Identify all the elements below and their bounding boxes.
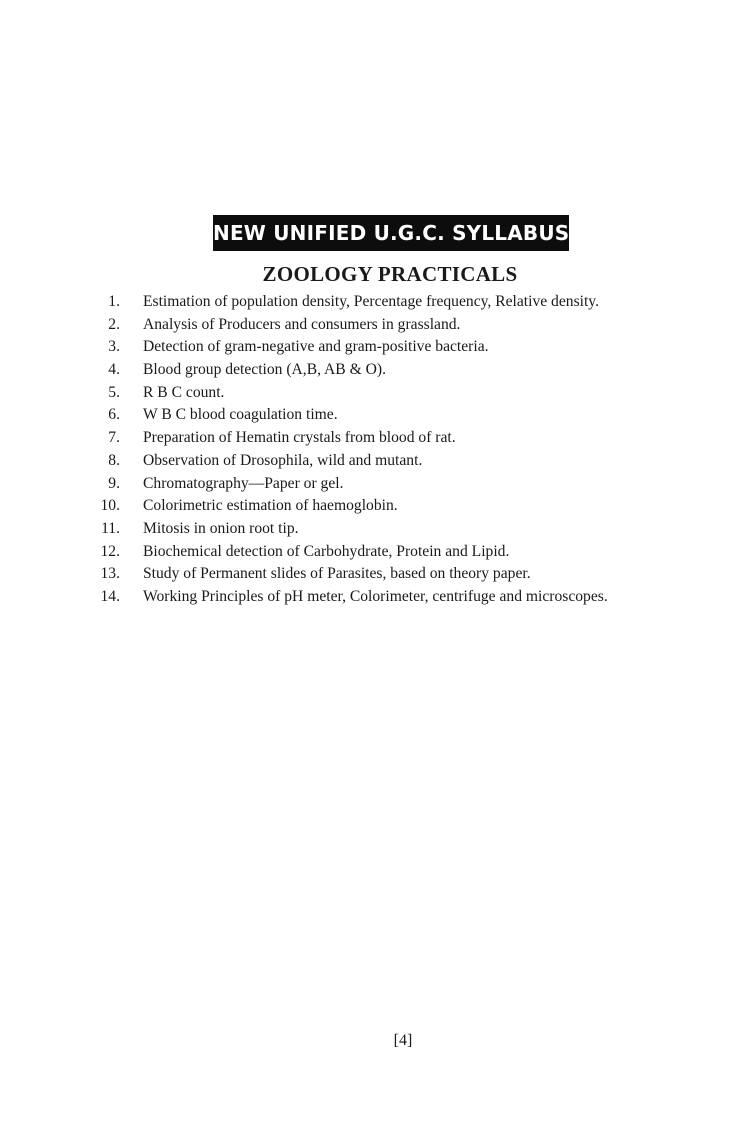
item-number: 3. <box>108 338 120 356</box>
item-number: 6. <box>108 406 120 424</box>
item-number: 11. <box>101 519 120 537</box>
item-text: Study of Permanent slides of Parasites, based on theory paper. <box>143 565 531 583</box>
page-number: [4] <box>393 1032 413 1049</box>
item-text: Detection of gram-negative and gram-positive bacteria. <box>143 338 489 356</box>
item-number: 5. <box>108 383 120 401</box>
item-text: Biochemical detection of Carbohydrate, Protein and Lipid. <box>143 542 510 560</box>
item-text: W B C blood coagulation time. <box>143 406 338 424</box>
item-text: Preparation of Hematin crystals from blood of rat. <box>143 429 456 447</box>
item-number: 12. <box>100 542 120 560</box>
item-number: 9. <box>108 474 120 492</box>
section-title: ZOOLOGY PRACTICALS <box>262 262 518 286</box>
item-number: 4. <box>108 361 120 379</box>
syllabus-banner: NEW UNIFIED U.G.C. SYLLABUS <box>213 215 569 251</box>
item-text: Chromatography—Paper or gel. <box>143 474 344 492</box>
item-number: 7. <box>108 429 120 447</box>
item-number: 13. <box>100 565 120 583</box>
item-text: R B C count. <box>143 383 225 401</box>
item-number: 8. <box>108 451 120 469</box>
item-text: Mitosis in onion root tip. <box>143 519 299 537</box>
item-number: 1. <box>108 293 120 310</box>
item-text: Colorimetric estimation of haemoglobin. <box>143 497 398 515</box>
item-number: 14. <box>100 587 120 605</box>
item-text: Blood group detection (A,B, AB & O). <box>143 361 386 379</box>
item-text: Analysis of Producers and consumers in grassland. <box>143 315 461 333</box>
item-text: Estimation of population density, Percentage frequency, Relative density. <box>143 293 599 310</box>
item-text: Working Principles of pH meter, Colorimeter, centrifuge and microscopes. <box>143 587 608 605</box>
item-text: Observation of Drosophila, wild and mutant. <box>143 451 423 469</box>
item-number: 2. <box>108 315 120 333</box>
item-number: 10. <box>100 497 120 515</box>
